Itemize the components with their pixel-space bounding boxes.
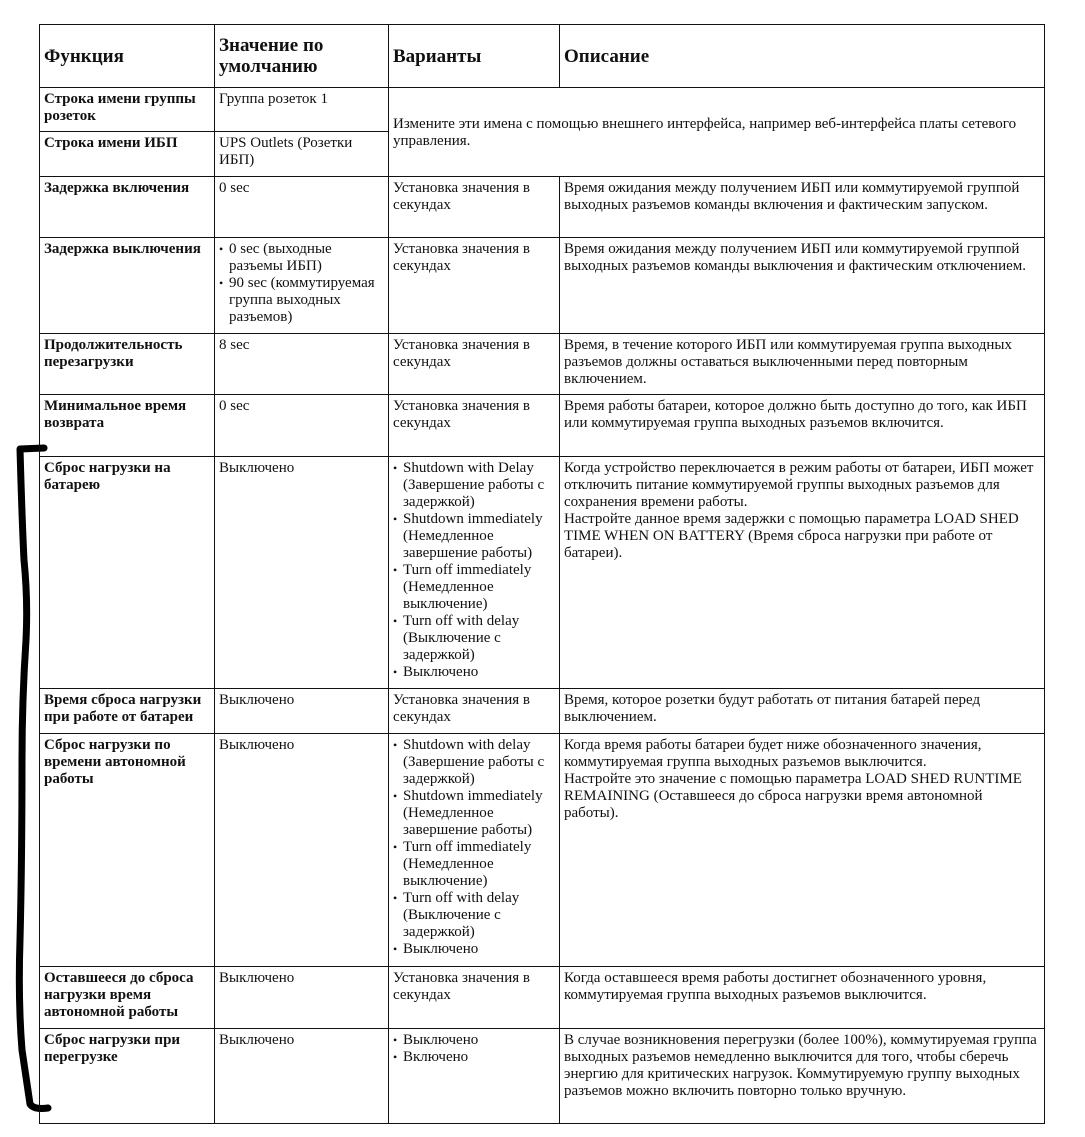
description-cell: Время работы батареи, которое должно быть доступно до того, как ИБП или коммутируемая группа выходных разъемов включится. [560,395,1045,457]
description-cell: Время, которое розетки будут работать от питания батарей перед выключением. [560,689,1045,734]
table-row [40,177,1045,238]
merged-description-cell: Измените эти имена с помощью внешнего интерфейса, например веб-интерфейса платы сетевого управления. [389,88,1045,177]
function-cell: Задержка выключения [40,238,215,334]
function-cell: Оставшееся до сброса нагрузки время автономной работы [40,967,215,1029]
default-cell: Группа розеток 1 [215,88,389,132]
default-cell: Выключено [215,967,389,1029]
options-cell [389,734,560,967]
function-cell: Сброс нагрузки по времени автономной работы [40,734,215,967]
option-item: • Turn off immediately (Немедленное выключение) [393,562,555,613]
options-list [393,737,555,958]
description-paragraph: Когда устройство переключается в режим работы от батареи, ИБП может отключить питание коммутируемой группы выходных разъемов для сохранения времени работы. [564,460,1034,510]
options-cell: Установка значения в секундах [389,238,560,334]
option-item: • Включено [393,1049,555,1066]
option-item: • Shutdown with delay (Завершение работы с задержкой) [393,737,555,788]
function-cell: Продолжительность перезагрузки [40,334,215,395]
description-cell: В случае возникновения перегрузки (более 100%), коммутируемая группа выходных разъемов немедленно выключится для того, чтобы сберечь энергию для критических нагрузок. Коммутируемую группу выходных разъемов можно включить повторно только вручную. [560,1029,1045,1124]
default-cell [215,238,389,334]
options-list [393,460,555,681]
options-cell: Установка значения в секундах [389,395,560,457]
default-cell: Выключено [215,457,389,689]
table-row [40,689,1045,734]
description-paragraph: Настройте это значение с помощью параметра LOAD SHED RUNTIME REMAINING (Оставшееся до сброса нагрузки время автономной работы). [564,771,1022,821]
options-list [393,1032,555,1066]
default-cell: 8 sec [215,334,389,395]
description-cell [560,734,1045,967]
function-cell: Строка имени группы розеток [40,88,215,132]
option-item: • Turn off immediately (Немедленное выключение) [393,839,555,890]
function-cell: Сброс нагрузки на батарею [40,457,215,689]
description-cell: Время ожидания между получением ИБП или коммутируемой группой выходных разъемов команды включения и фактическим запуском. [560,177,1045,238]
options-cell: Установка значения в секундах [389,177,560,238]
header-description: Описание [560,25,1045,88]
header-default: Значение по умолчанию [215,25,389,88]
options-cell: Установка значения в секундах [389,689,560,734]
option-item: • Turn off with delay (Выключение с задержкой) [393,890,555,941]
default-cell: Выключено [215,1029,389,1124]
option-item: • Shutdown with Delay (Завершение работы с задержкой) [393,460,555,511]
header-function: Функция [40,25,215,88]
table-row [40,734,1045,967]
description-paragraph: Настройте данное время задержки с помощью параметра LOAD SHED TIME WHEN ON BATTERY (Время сброса нагрузки при работе от батареи). [564,511,1019,561]
table-row [40,395,1045,457]
table-row [40,457,1045,689]
options-cell: Установка значения в секундах [389,967,560,1029]
option-item: • Shutdown immediately (Немедленное завершение работы) [393,511,555,562]
description-paragraph: Когда время работы батареи будет ниже обозначенного значения, коммутируемая группа выходных разъемов выключится. [564,737,982,770]
option-item: • Выключено [393,1032,555,1049]
table-header-row [40,25,1045,88]
function-cell: Минимальное время возврата [40,395,215,457]
table-row [40,88,1045,132]
default-cell: 0 sec [215,177,389,238]
table-row [40,334,1045,395]
table-row [40,1029,1045,1124]
description-cell [560,457,1045,689]
function-cell: Сброс нагрузки при перегрузке [40,1029,215,1124]
options-cell [389,1029,560,1124]
option-item: • Shutdown immediately (Немедленное завершение работы) [393,788,555,839]
default-cell: Выключено [215,734,389,967]
default-values-list [219,241,384,326]
function-cell: Строка имени ИБП [40,132,215,177]
options-cell [389,457,560,689]
table-row [40,238,1045,334]
function-cell: Задержка включения [40,177,215,238]
description-cell: Время, в течение которого ИБП или коммутируемая группа выходных разъемов должны оставаться выключенными перед повторным включением. [560,334,1045,395]
default-value-item: • 90 sec (коммутируемая группа выходных разъемов) [219,275,384,326]
description-cell: Когда оставшееся время работы достигнет обозначенного уровня, коммутируемая группа выходных разъемов выключится. [560,967,1045,1029]
option-item: • Выключено [393,941,555,958]
default-cell: Выключено [215,689,389,734]
description-cell: Время ожидания между получением ИБП или коммутируемой группой выходных разъемов команды выключения и фактическим отключением. [560,238,1045,334]
table-row [40,967,1045,1029]
options-cell: Установка значения в секундах [389,334,560,395]
ups-outlet-settings-table [39,24,1045,1124]
default-value-item: • 0 sec (выходные разъемы ИБП) [219,241,384,275]
option-item: • Turn off with delay (Выключение с задержкой) [393,613,555,664]
header-options: Варианты [389,25,560,88]
default-cell: UPS Outlets (Розетки ИБП) [215,132,389,177]
option-item: • Выключено [393,664,555,681]
function-cell: Время сброса нагрузки при работе от батареи [40,689,215,734]
default-cell: 0 sec [215,395,389,457]
